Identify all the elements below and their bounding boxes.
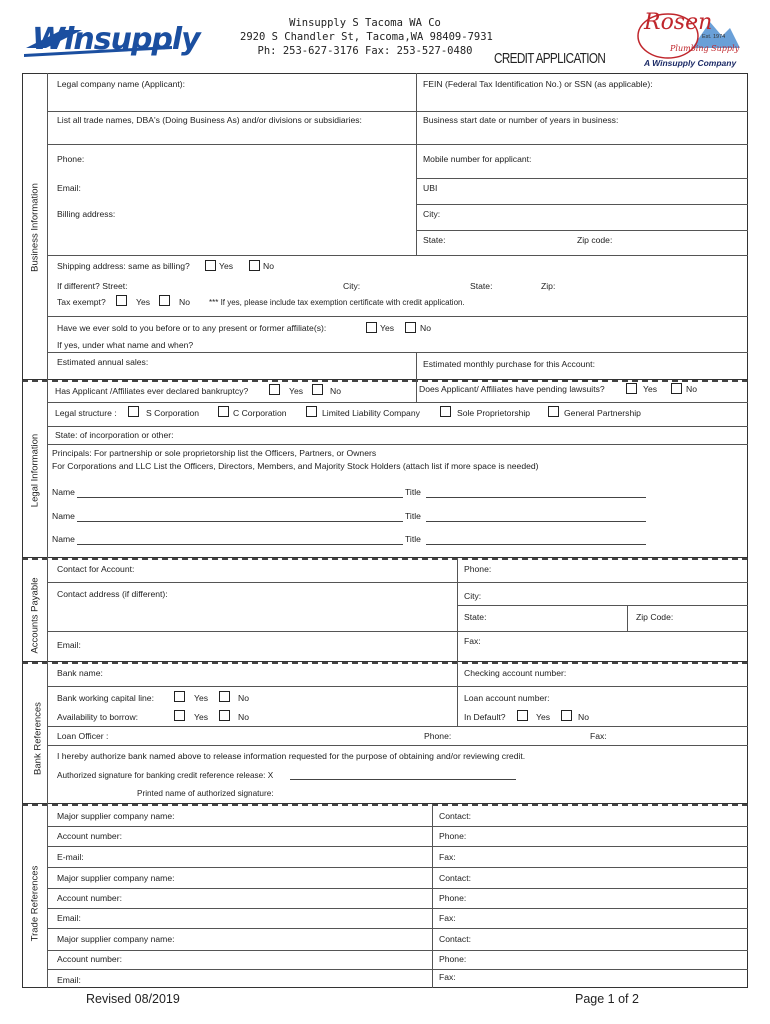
auth-sig-label: Authorized signature for banking credit reference release: X bbox=[57, 771, 274, 780]
ap-city-label: City: bbox=[464, 591, 482, 601]
email-3-label: Email: bbox=[57, 975, 81, 985]
bank-section bbox=[22, 662, 748, 804]
capital-no-checkbox[interactable] bbox=[219, 691, 230, 702]
default-yes-checkbox[interactable] bbox=[517, 710, 528, 721]
lawsuits-yes-checkbox[interactable] bbox=[626, 383, 637, 394]
tax-exempt-label: Tax exempt? bbox=[57, 297, 106, 307]
authorize-text: I hereby authorize bank named above to release information requested for the purpose of obtaining and/or reviewing credit. bbox=[57, 751, 526, 761]
fein-label: FEIN (Federal Tax Identification No.) or SSN (as applicable): bbox=[423, 79, 653, 89]
bankruptcy-no-checkbox[interactable] bbox=[312, 384, 323, 395]
name-label-2: Name bbox=[52, 511, 75, 521]
shipping-yes-checkbox[interactable] bbox=[205, 260, 216, 271]
supplier-2-label: Major supplier company name: bbox=[57, 873, 175, 883]
gp-label: General Partnership bbox=[564, 408, 641, 418]
phone-3-label: Phone: bbox=[439, 954, 467, 964]
phone-2-label: Phone: bbox=[439, 893, 467, 903]
account-2-label: Account number: bbox=[57, 893, 122, 903]
trade-section bbox=[22, 804, 748, 988]
email-2-label: Email: bbox=[57, 913, 81, 923]
legal-name-label: Legal company name (Applicant): bbox=[57, 79, 186, 89]
bank-fax-label: Fax: bbox=[590, 731, 607, 741]
tax-note: *** If yes, please include tax exemption certificate with credit application. bbox=[209, 298, 465, 307]
monthly-purchase-label: Estimated monthly purchase for this Account: bbox=[423, 359, 595, 369]
winsupply-logo bbox=[22, 18, 232, 58]
trade-names-label: List all trade names, DBA's (Doing Business As) and/or divisions or subsidiaries: bbox=[57, 115, 362, 125]
bankruptcy-yes-checkbox[interactable] bbox=[269, 384, 280, 395]
shipping-label: Shipping address: same as billing? bbox=[57, 261, 190, 271]
rosen-logo bbox=[622, 8, 742, 70]
capital-yes-checkbox[interactable] bbox=[174, 691, 185, 702]
availability-yes-label: Yes bbox=[194, 712, 209, 722]
bankruptcy-no-label: No bbox=[330, 386, 341, 396]
checking-label: Checking account number: bbox=[464, 668, 567, 678]
lawsuits-no-label: No bbox=[686, 384, 697, 394]
principals-line2: For Corporations and LLC List the Officers, Directors, Members, and Majority Stock Holders (attach list if more space is needed) bbox=[52, 461, 539, 471]
ap-zip-label: Zip Code: bbox=[636, 612, 674, 622]
availability-no-checkbox[interactable] bbox=[219, 710, 230, 721]
fax-2-label: Fax: bbox=[439, 913, 456, 923]
if-different-label: If different? Street: bbox=[57, 281, 128, 291]
default-yes-label: Yes bbox=[536, 712, 551, 722]
default-label: In Default? bbox=[464, 712, 506, 722]
ap-fax-label: Fax: bbox=[464, 636, 481, 646]
sold-before-no-label: No bbox=[420, 323, 431, 333]
availability-yes-checkbox[interactable] bbox=[174, 710, 185, 721]
shipping-yes-label: Yes bbox=[219, 261, 234, 271]
rosen-sub: Plumbing Supply bbox=[670, 44, 740, 53]
default-no-checkbox[interactable] bbox=[561, 710, 572, 721]
shipping-no-checkbox[interactable] bbox=[249, 260, 260, 271]
tax-exempt-no-label: No bbox=[179, 297, 190, 307]
start-date-label: Business start date or number of years in business: bbox=[423, 115, 619, 125]
company-name: Winsupply S Tacoma WA Co bbox=[289, 17, 441, 29]
llc-label: Limited Liability Company bbox=[322, 408, 420, 418]
account-3-label: Account number: bbox=[57, 954, 122, 964]
ship-state-label: State: bbox=[470, 281, 493, 291]
email-label: Email: bbox=[57, 183, 81, 193]
bankruptcy-yes-label: Yes bbox=[289, 386, 304, 396]
ap-state-label: State: bbox=[464, 612, 487, 622]
sold-before-yes-checkbox[interactable] bbox=[366, 322, 377, 333]
sole-label: Sole Proprietorship bbox=[457, 408, 531, 418]
availability-label: Availability to borrow: bbox=[57, 712, 139, 722]
business-section-label: Business Information bbox=[29, 183, 41, 272]
payable-section-label: Accounts Payable bbox=[29, 577, 41, 654]
rosen-script: Rosen bbox=[644, 10, 713, 35]
if-yes-name-label: If yes, under what name and when? bbox=[57, 340, 194, 350]
ap-email-label: Email: bbox=[57, 640, 81, 650]
title-label-2: Title bbox=[405, 511, 421, 521]
state-label: State: bbox=[423, 235, 446, 245]
page-number: Page 1 of 2 bbox=[575, 992, 639, 1006]
title-label-3: Title bbox=[405, 534, 421, 544]
llc-checkbox[interactable] bbox=[306, 406, 317, 417]
rosen-tagline: A Winsupply Company bbox=[644, 58, 737, 68]
zip-label: Zip code: bbox=[577, 235, 613, 245]
gp-checkbox[interactable] bbox=[548, 406, 559, 417]
sold-before-no-checkbox[interactable] bbox=[405, 322, 416, 333]
sole-checkbox[interactable] bbox=[440, 406, 451, 417]
tax-exempt-yes-checkbox[interactable] bbox=[116, 295, 127, 306]
bank-phone-label: Phone: bbox=[424, 731, 452, 741]
title-label-1: Title bbox=[405, 487, 421, 497]
sold-before-label: Have we ever sold to you before or to any present or former affiliate(s): bbox=[57, 323, 327, 333]
contact-3-label: Contact: bbox=[439, 934, 472, 944]
company-address: 2920 S Chandler St, Tacoma,WA 98409-7931 bbox=[240, 31, 493, 43]
contact-2-label: Contact: bbox=[439, 873, 472, 883]
ap-address-label: Contact address (if different): bbox=[57, 589, 168, 599]
email-1-label: E-mail: bbox=[57, 852, 84, 862]
rosen-est: Est. 1974 bbox=[702, 34, 726, 40]
printed-name-label: Printed name of authorized signature: bbox=[137, 789, 274, 798]
state-inc-label: State: of incorporation or other: bbox=[55, 430, 174, 440]
ubi-label: UBI bbox=[423, 183, 438, 193]
tax-exempt-no-checkbox[interactable] bbox=[159, 295, 170, 306]
availability-no-label: No bbox=[238, 712, 249, 722]
name-label-3: Name bbox=[52, 534, 75, 544]
legal-section-label: Legal Information bbox=[29, 433, 41, 508]
s-corp-checkbox[interactable] bbox=[128, 406, 139, 417]
structure-label: Legal structure : bbox=[55, 408, 117, 418]
account-1-label: Account number: bbox=[57, 831, 122, 841]
winsupply-logo-text: Winsupply bbox=[32, 22, 200, 57]
lawsuits-no-checkbox[interactable] bbox=[671, 383, 682, 394]
c-corp-label: C Corporation bbox=[233, 408, 287, 418]
shipping-no-label: No bbox=[263, 261, 274, 271]
supplier-3-label: Major supplier company name: bbox=[57, 934, 175, 944]
c-corp-checkbox[interactable] bbox=[218, 406, 229, 417]
ship-zip-label: Zip: bbox=[541, 281, 556, 291]
name-label-1: Name bbox=[52, 487, 75, 497]
capital-line-label: Bank working capital line: bbox=[57, 693, 154, 703]
default-no-label: No bbox=[578, 712, 589, 722]
s-corp-label: S Corporation bbox=[146, 408, 200, 418]
supplier-1-label: Major supplier company name: bbox=[57, 811, 175, 821]
annual-sales-label: Estimated annual sales: bbox=[57, 357, 149, 367]
lawsuits-yes-label: Yes bbox=[643, 384, 658, 394]
ap-phone-label: Phone: bbox=[464, 564, 492, 574]
principals-line1: Principals: For partnership or sole proprietorship list the Officers, Partners, or Owners bbox=[52, 448, 377, 458]
form-title: CREDIT APPLICATION bbox=[494, 50, 606, 67]
city-label: City: bbox=[423, 209, 441, 219]
lawsuits-label: Does Applicant/ Affiliates have pending lawsuits? bbox=[419, 384, 605, 394]
fax-1-label: Fax: bbox=[439, 852, 456, 862]
phone-1-label: Phone: bbox=[439, 831, 467, 841]
billing-label: Billing address: bbox=[57, 209, 116, 219]
mobile-label: Mobile number for applicant: bbox=[423, 154, 532, 164]
revised-date: Revised 08/2019 bbox=[86, 992, 180, 1006]
trade-section-label: Trade References bbox=[29, 865, 41, 942]
bank-section-label: Bank References bbox=[32, 702, 44, 775]
ship-city-label: City: bbox=[343, 281, 361, 291]
loan-officer-label: Loan Officer : bbox=[57, 731, 109, 741]
bankruptcy-label: Has Applicant /Affiliates ever declared bankruptcy? bbox=[55, 386, 249, 396]
phone-label: Phone: bbox=[57, 154, 85, 164]
sold-before-yes-label: Yes bbox=[380, 323, 395, 333]
company-phone-fax: Ph: 253-627-3176 Fax: 253-527-0480 bbox=[257, 45, 473, 57]
contact-1-label: Contact: bbox=[439, 811, 472, 821]
ap-contact-label: Contact for Account: bbox=[57, 564, 135, 574]
fax-3-label: Fax: bbox=[439, 972, 456, 982]
bank-name-label: Bank name: bbox=[57, 668, 103, 678]
capital-no-label: No bbox=[238, 693, 249, 703]
tax-exempt-yes-label: Yes bbox=[136, 297, 151, 307]
capital-yes-label: Yes bbox=[194, 693, 209, 703]
loan-acct-label: Loan account number: bbox=[464, 693, 550, 703]
